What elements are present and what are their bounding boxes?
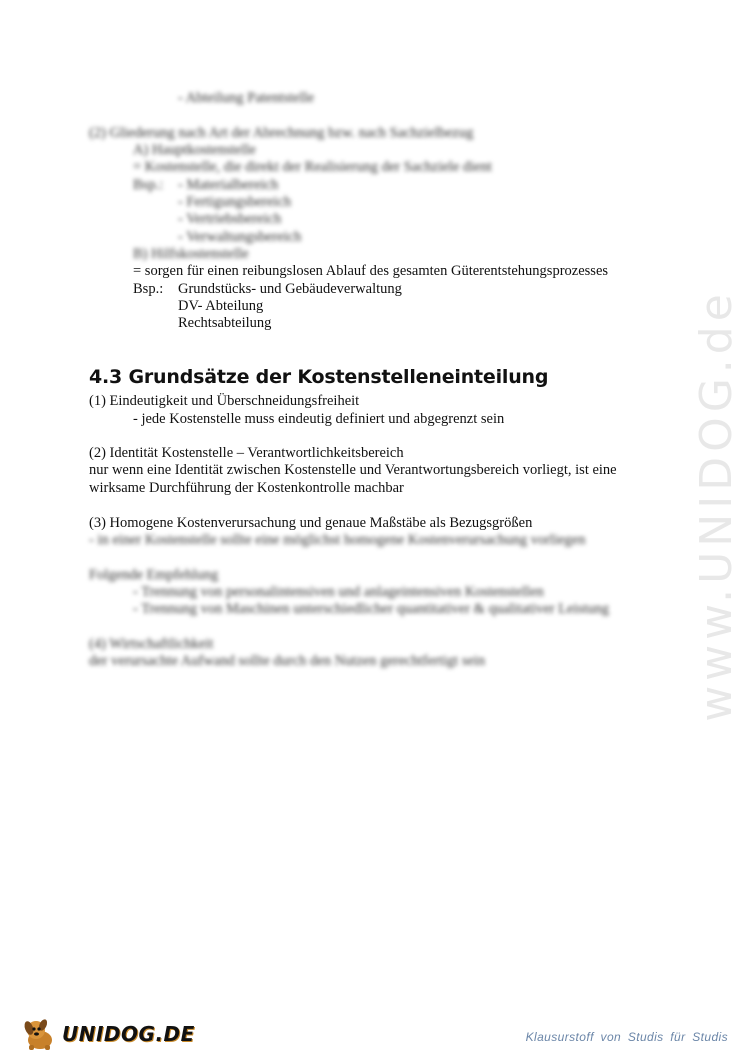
text-line: - Verwaltungsbereich: [178, 229, 302, 245]
text-line: - Fertigungsbereich: [178, 194, 292, 210]
text-line: wirksame Durchführung der Kostenkontrolle machbar: [89, 480, 404, 496]
text-line: Bsp.:: [133, 177, 164, 193]
text-line: A) Hauptkostenstelle: [133, 142, 256, 158]
text-line: (4) Wirtschaftlichkeit: [89, 636, 214, 652]
dog-icon: [20, 1016, 60, 1052]
text-line: Folgende Empfehlung: [89, 567, 219, 583]
text-line: = sorgen für einen reibungslosen Ablauf des gesamten Güterentstehungsprozesses: [133, 263, 609, 279]
text-line: - Vertriebsbereich: [178, 211, 282, 227]
text-line: Grundstücks- und Gebäudeverwaltung: [178, 281, 402, 297]
text-line: (2) Identität Kostenstelle – Verantwortlichkeitsbereich: [89, 445, 404, 461]
text-line: (2) Gliederung nach Art der Abrechnung bzw. nach Sachzielbezug: [89, 125, 474, 141]
text-line: - Materialbereich: [178, 177, 279, 193]
text-line: - Trennung von personalintensiven und anlageintensiven Kostenstellen: [133, 584, 544, 600]
text-line: - jede Kostenstelle muss eindeutig definiert und abgegrenzt sein: [133, 411, 505, 427]
text-line: der verursachte Aufwand sollte durch den Nutzen gerechtfertigt sein: [89, 653, 486, 669]
watermark: [690, 280, 742, 730]
text-line: - Trennung von Maschinen unterschiedlicher quantitativer & qualitativer Leistung: [133, 601, 609, 617]
text-line: (1) Eindeutigkeit und Überschneidungsfreiheit: [89, 393, 360, 409]
text-line: Rechtsabteilung: [178, 315, 272, 331]
text-line: B) Hilfskostenstelle: [133, 246, 249, 262]
footer-logo[interactable]: [20, 1014, 195, 1054]
text-line: - Abteilung Patentstelle: [178, 90, 315, 106]
text-line: (3) Homogene Kostenverursachung und genaue Maßstäbe als Bezugsgrößen: [89, 515, 533, 531]
logo-text: UNIDOG.DE: [62, 1022, 195, 1046]
text-line: - in einer Kostenstelle sollte eine möglichst homogene Kostenverursachung vorliegen: [89, 532, 586, 548]
text-line: DV- Abteilung: [178, 298, 264, 314]
footer-tagline: Klausurstoff von Studis für Studis: [525, 1030, 728, 1044]
section-heading: 4.3 Grundsätze der Kostenstelleneinteilung: [89, 366, 549, 388]
text-line: Bsp.:: [133, 281, 164, 297]
text-line: nur wenn eine Identität zwischen Kostenstelle und Verantwortungsbereich vorliegt, ist eine: [89, 462, 617, 478]
text-line: = Kostenstelle, die direkt der Realisierung der Sachziele dient: [133, 159, 492, 175]
watermark-text: www.UNIDOG.de: [690, 288, 742, 722]
